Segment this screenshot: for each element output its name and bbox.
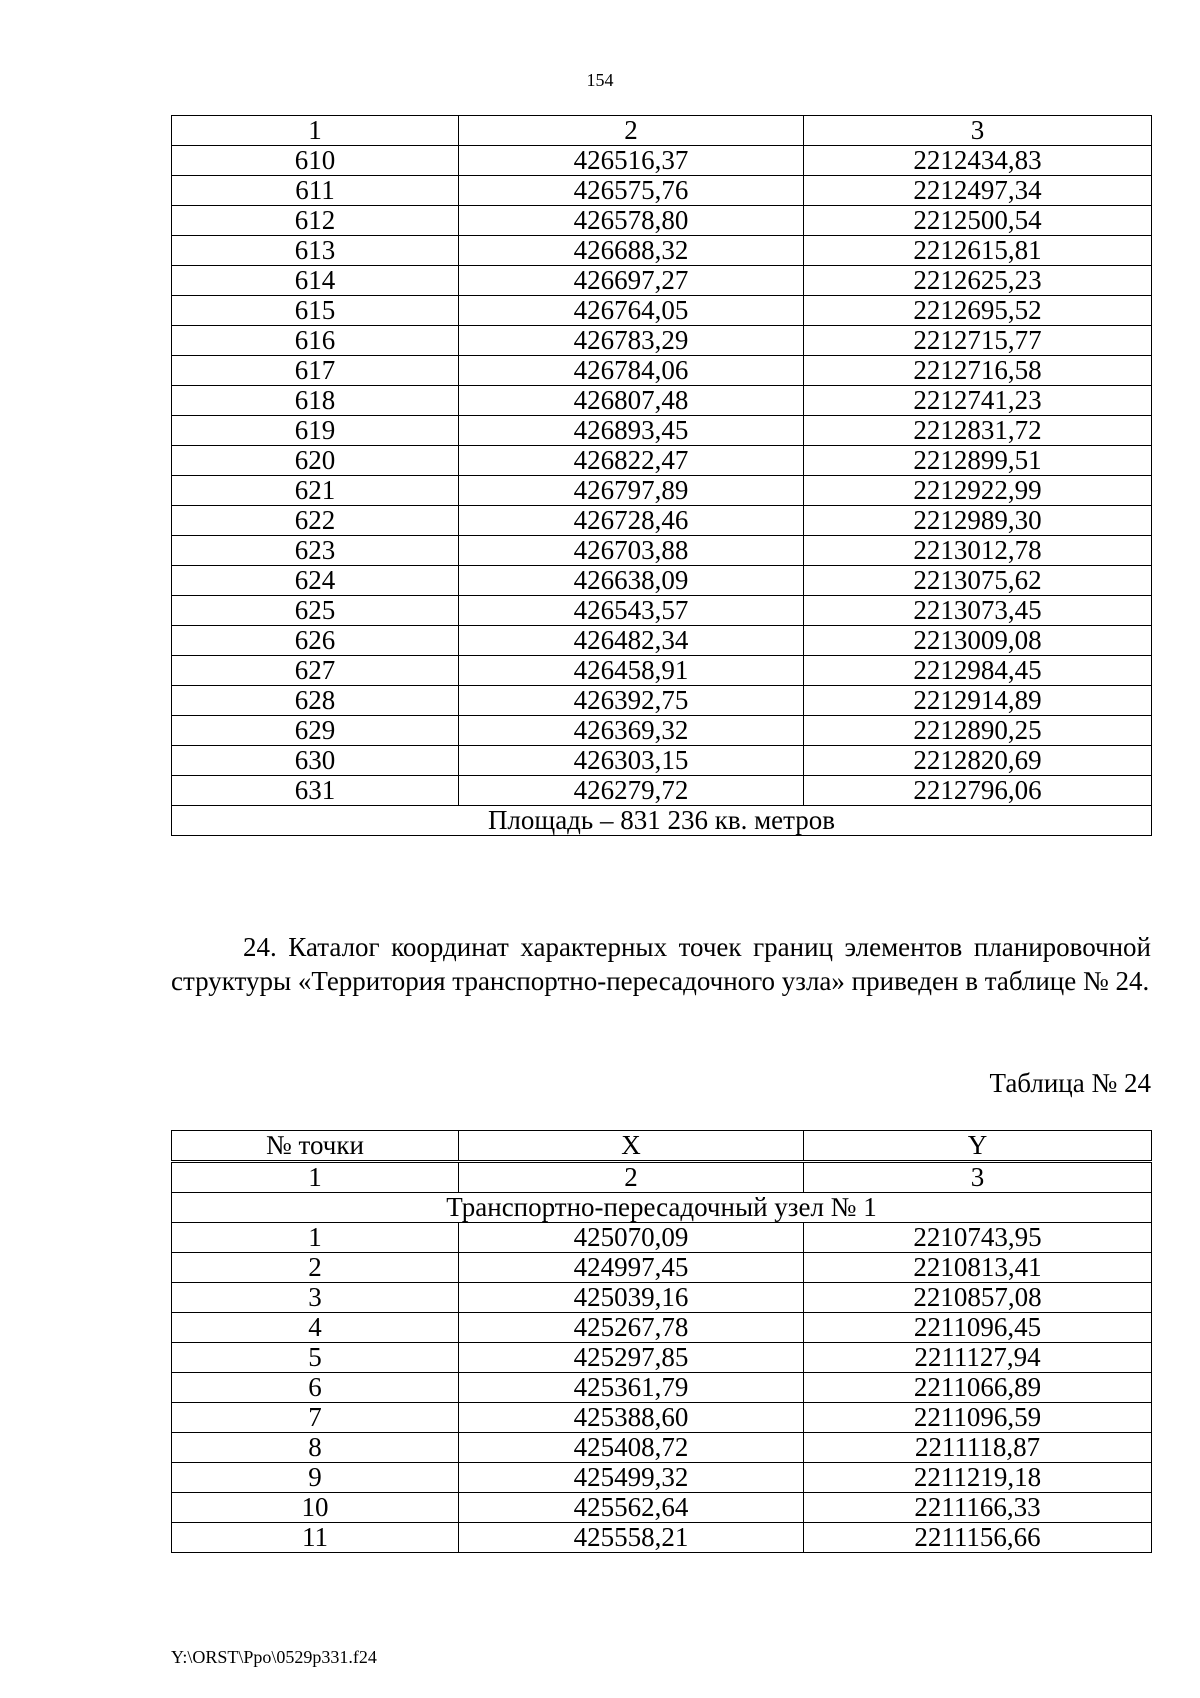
- y-coordinate-cell: 2212615,81: [804, 236, 1152, 266]
- y-coordinate-cell: 2212500,54: [804, 206, 1152, 236]
- column-header-cell: X: [459, 1131, 804, 1162]
- y-coordinate-cell: 2212922,99: [804, 476, 1152, 506]
- x-coordinate-cell: 426638,09: [459, 566, 804, 596]
- x-coordinate-cell: 426728,46: [459, 506, 804, 536]
- point-number-cell: 625: [172, 596, 459, 626]
- y-coordinate-cell: 2210743,95: [804, 1223, 1152, 1253]
- catalog-paragraph: 24. Каталог координат характерных точек границ элементов планировочной структуры «Территория транспортно-пересадочного узла» приведен в таблице № 24.: [171, 932, 1151, 996]
- point-number-cell: 621: [172, 476, 459, 506]
- x-coordinate-cell: 425562,64: [459, 1493, 804, 1523]
- y-coordinate-cell: 2212820,69: [804, 746, 1152, 776]
- table-row: [172, 356, 1152, 386]
- column-header-cell: Y: [804, 1131, 1152, 1162]
- table-row: [172, 1433, 1152, 1463]
- table-row: [172, 686, 1152, 716]
- table-caption: Таблица № 24: [989, 1068, 1151, 1098]
- x-coordinate-cell: 426697,27: [459, 266, 804, 296]
- x-coordinate-cell: 426893,45: [459, 416, 804, 446]
- x-coordinate-cell: 425297,85: [459, 1343, 804, 1373]
- point-number-cell: 618: [172, 386, 459, 416]
- y-coordinate-cell: 2212989,30: [804, 506, 1152, 536]
- table-row: [172, 146, 1152, 176]
- x-coordinate-cell: 426369,32: [459, 716, 804, 746]
- x-coordinate-cell: 426784,06: [459, 356, 804, 386]
- table-row: [172, 1463, 1152, 1493]
- table-row: [172, 1253, 1152, 1283]
- x-coordinate-cell: 426279,72: [459, 776, 804, 806]
- x-coordinate-cell: 425039,16: [459, 1283, 804, 1313]
- y-coordinate-cell: 2213073,45: [804, 596, 1152, 626]
- point-number-cell: 6: [172, 1373, 459, 1403]
- table-row: [172, 656, 1152, 686]
- point-number-cell: 5: [172, 1343, 459, 1373]
- column-number-cell: 1: [172, 116, 459, 146]
- x-coordinate-cell: 426516,37: [459, 146, 804, 176]
- point-number-cell: 614: [172, 266, 459, 296]
- column-number-cell: 2: [459, 1162, 804, 1193]
- column-number-cell: 2: [459, 116, 804, 146]
- x-coordinate-cell: 426783,29: [459, 326, 804, 356]
- x-coordinate-cell: 425361,79: [459, 1373, 804, 1403]
- table-row: [172, 386, 1152, 416]
- table-row: [172, 416, 1152, 446]
- point-number-cell: 611: [172, 176, 459, 206]
- x-coordinate-cell: 425267,78: [459, 1313, 804, 1343]
- x-coordinate-cell: 426482,34: [459, 626, 804, 656]
- x-coordinate-cell: 426764,05: [459, 296, 804, 326]
- point-number-cell: 620: [172, 446, 459, 476]
- coordinates-table-24: [171, 1130, 1152, 1553]
- table-header-row: [172, 1131, 1152, 1162]
- x-coordinate-cell: 424997,45: [459, 1253, 804, 1283]
- y-coordinate-cell: 2212695,52: [804, 296, 1152, 326]
- table-row: [172, 1343, 1152, 1373]
- point-number-cell: 2: [172, 1253, 459, 1283]
- y-coordinate-cell: 2212741,23: [804, 386, 1152, 416]
- point-number-cell: 7: [172, 1403, 459, 1433]
- table-row: [172, 776, 1152, 806]
- point-number-cell: 628: [172, 686, 459, 716]
- table-row: [172, 476, 1152, 506]
- column-number-cell: 3: [804, 1162, 1152, 1193]
- point-number-cell: 613: [172, 236, 459, 266]
- point-number-cell: 626: [172, 626, 459, 656]
- table-row: [172, 1223, 1152, 1253]
- y-coordinate-cell: 2212497,34: [804, 176, 1152, 206]
- table-row: [172, 596, 1152, 626]
- x-coordinate-cell: 426543,57: [459, 596, 804, 626]
- x-coordinate-cell: 425070,09: [459, 1223, 804, 1253]
- y-coordinate-cell: 2211156,66: [804, 1523, 1152, 1553]
- x-coordinate-cell: 426797,89: [459, 476, 804, 506]
- x-coordinate-cell: 425558,21: [459, 1523, 804, 1553]
- point-number-cell: 11: [172, 1523, 459, 1553]
- y-coordinate-cell: 2213012,78: [804, 536, 1152, 566]
- table-row: [172, 206, 1152, 236]
- table-row: [172, 506, 1152, 536]
- point-number-cell: 631: [172, 776, 459, 806]
- y-coordinate-cell: 2212984,45: [804, 656, 1152, 686]
- table-row: [172, 446, 1152, 476]
- point-number-cell: 1: [172, 1223, 459, 1253]
- point-number-cell: 3: [172, 1283, 459, 1313]
- coordinates-table-continued: [171, 115, 1152, 836]
- point-number-cell: 612: [172, 206, 459, 236]
- table-row: [172, 176, 1152, 206]
- table-row: [172, 1493, 1152, 1523]
- y-coordinate-cell: 2212914,89: [804, 686, 1152, 716]
- table-row: [172, 716, 1152, 746]
- column-number-cell: 1: [172, 1162, 459, 1193]
- x-coordinate-cell: 426578,80: [459, 206, 804, 236]
- x-coordinate-cell: 426392,75: [459, 686, 804, 716]
- point-number-cell: 8: [172, 1433, 459, 1463]
- point-number-cell: 615: [172, 296, 459, 326]
- y-coordinate-cell: 2212890,25: [804, 716, 1152, 746]
- y-coordinate-cell: 2212899,51: [804, 446, 1152, 476]
- table-row: [172, 536, 1152, 566]
- column-header-cell: № точки: [172, 1131, 459, 1162]
- table-row: [172, 1313, 1152, 1343]
- x-coordinate-cell: 425388,60: [459, 1403, 804, 1433]
- area-row: [172, 806, 1152, 836]
- y-coordinate-cell: 2212434,83: [804, 146, 1152, 176]
- table-row: [172, 1523, 1152, 1553]
- table-row: [172, 1373, 1152, 1403]
- y-coordinate-cell: 2211066,89: [804, 1373, 1152, 1403]
- x-coordinate-cell: 425408,72: [459, 1433, 804, 1463]
- y-coordinate-cell: 2211219,18: [804, 1463, 1152, 1493]
- point-number-cell: 9: [172, 1463, 459, 1493]
- x-coordinate-cell: 426822,47: [459, 446, 804, 476]
- point-number-cell: 4: [172, 1313, 459, 1343]
- y-coordinate-cell: 2212716,58: [804, 356, 1152, 386]
- y-coordinate-cell: 2211118,87: [804, 1433, 1152, 1463]
- point-number-cell: 610: [172, 146, 459, 176]
- x-coordinate-cell: 426703,88: [459, 536, 804, 566]
- y-coordinate-cell: 2212715,77: [804, 326, 1152, 356]
- y-coordinate-cell: 2213075,62: [804, 566, 1152, 596]
- point-number-cell: 617: [172, 356, 459, 386]
- point-number-cell: 627: [172, 656, 459, 686]
- table-column-numbers: [172, 1162, 1152, 1193]
- y-coordinate-cell: 2212625,23: [804, 266, 1152, 296]
- y-coordinate-cell: 2212796,06: [804, 776, 1152, 806]
- point-number-cell: 623: [172, 536, 459, 566]
- table-row: [172, 746, 1152, 776]
- x-coordinate-cell: 425499,32: [459, 1463, 804, 1493]
- table-row: [172, 566, 1152, 596]
- y-coordinate-cell: 2210857,08: [804, 1283, 1152, 1313]
- y-coordinate-cell: 2211166,33: [804, 1493, 1152, 1523]
- point-number-cell: 616: [172, 326, 459, 356]
- column-number-cell: 3: [804, 116, 1152, 146]
- file-path-footer: Y:\ORST\Ppo\0529p331.f24: [171, 1647, 377, 1667]
- table-row: [172, 266, 1152, 296]
- point-number-cell: 10: [172, 1493, 459, 1523]
- table-row: [172, 236, 1152, 266]
- point-number-cell: 622: [172, 506, 459, 536]
- section-title-cell: Транспортно-пересадочный узел № 1: [172, 1193, 1152, 1223]
- point-number-cell: 619: [172, 416, 459, 446]
- table-row: [172, 1403, 1152, 1433]
- y-coordinate-cell: 2210813,41: [804, 1253, 1152, 1283]
- y-coordinate-cell: 2211127,94: [804, 1343, 1152, 1373]
- x-coordinate-cell: 426688,32: [459, 236, 804, 266]
- x-coordinate-cell: 426807,48: [459, 386, 804, 416]
- point-number-cell: 624: [172, 566, 459, 596]
- table-row: [172, 326, 1152, 356]
- page-number: 154: [586, 70, 614, 90]
- area-total-cell: Площадь – 831 236 кв. метров: [172, 806, 1152, 836]
- point-number-cell: 629: [172, 716, 459, 746]
- y-coordinate-cell: 2211096,59: [804, 1403, 1152, 1433]
- section-title-row: [172, 1193, 1152, 1223]
- y-coordinate-cell: 2211096,45: [804, 1313, 1152, 1343]
- table-row: [172, 1283, 1152, 1313]
- x-coordinate-cell: 426303,15: [459, 746, 804, 776]
- table-row: [172, 626, 1152, 656]
- table-column-numbers: [172, 116, 1152, 146]
- x-coordinate-cell: 426458,91: [459, 656, 804, 686]
- x-coordinate-cell: 426575,76: [459, 176, 804, 206]
- y-coordinate-cell: 2213009,08: [804, 626, 1152, 656]
- point-number-cell: 630: [172, 746, 459, 776]
- table-row: [172, 296, 1152, 326]
- y-coordinate-cell: 2212831,72: [804, 416, 1152, 446]
